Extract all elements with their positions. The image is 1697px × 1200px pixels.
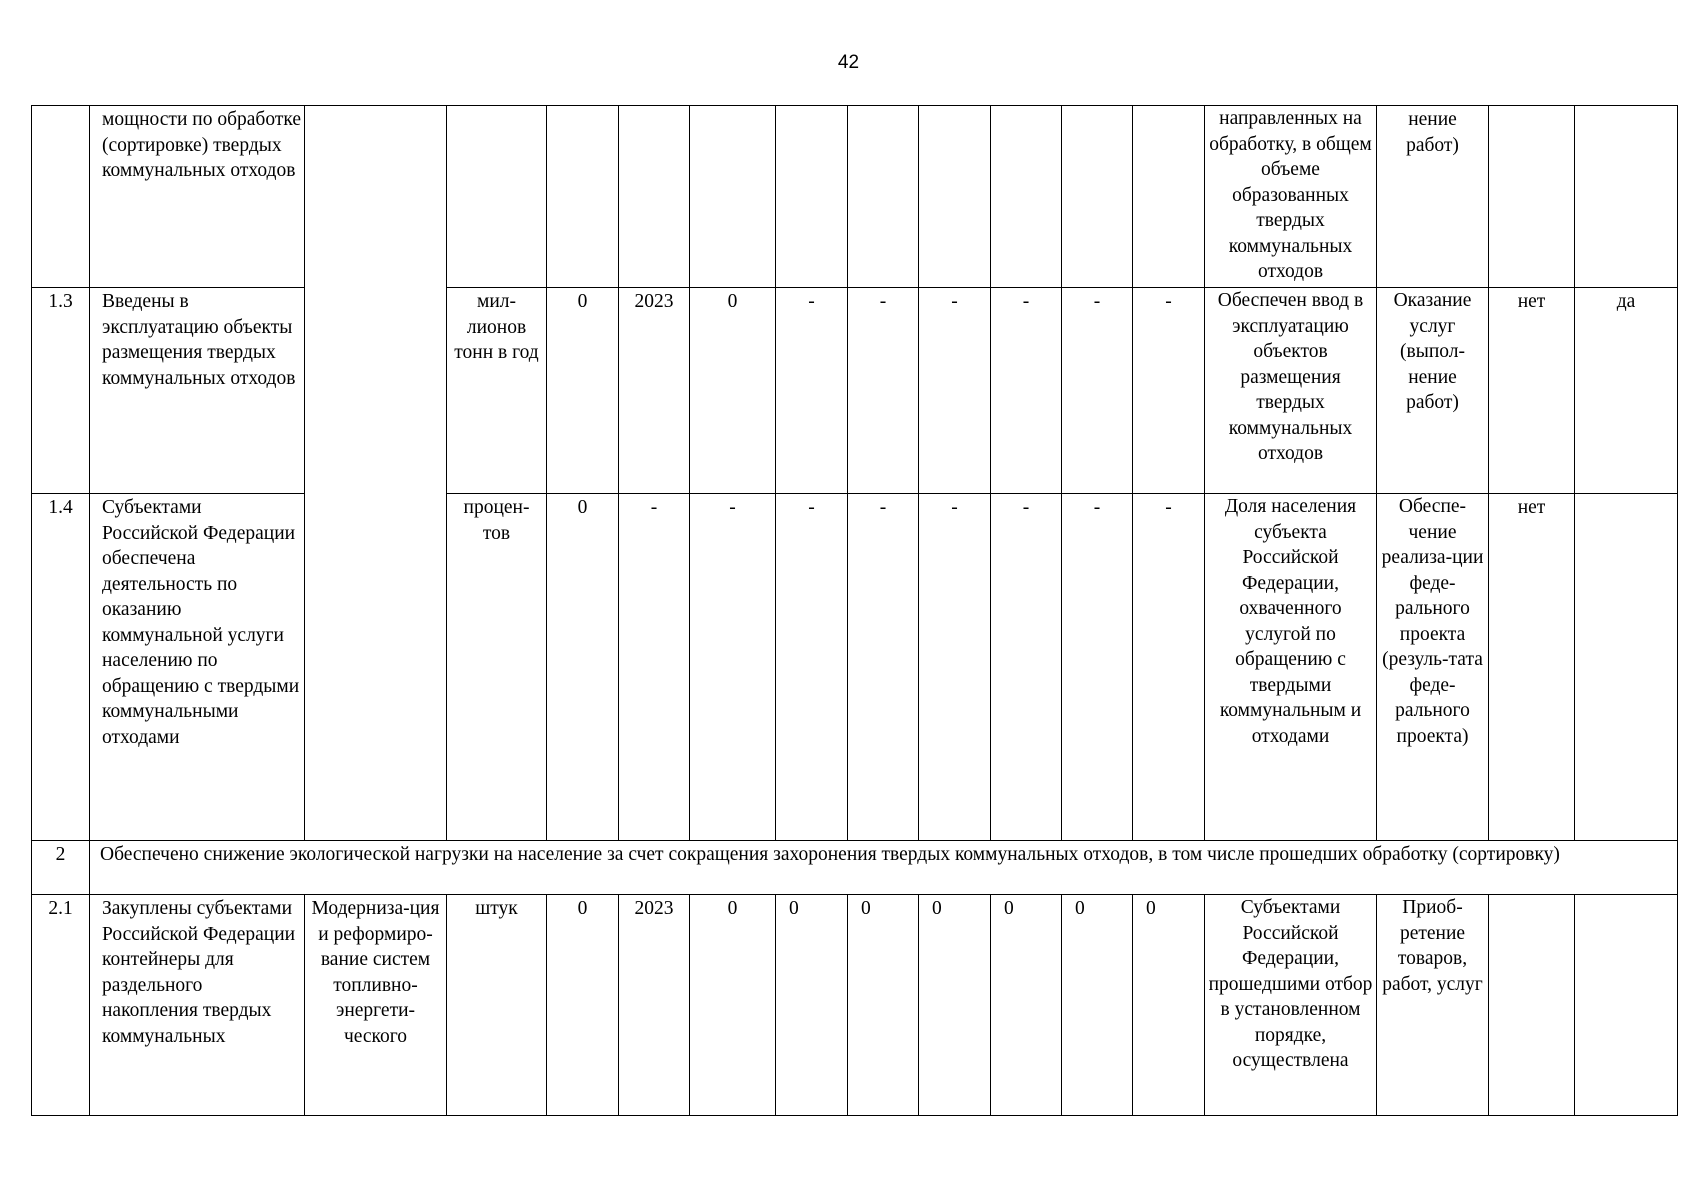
value-2026: - [919,494,991,841]
program-cell [305,106,447,841]
value-2025: - [848,494,919,841]
row-number: 1.3 [32,288,90,494]
base-value [547,106,619,288]
page-number: 42 [837,52,860,73]
unit: процен-тов [447,494,547,841]
value-2023: 0 [690,288,776,494]
value-2028: - [1062,494,1133,841]
program-name: Модерниза-ция и реформиро-вание систем топливно-энергети-ческого [305,895,447,1116]
value-2027: 0 [991,895,1062,1116]
value-2024 [776,106,848,288]
result-characteristic: Обеспечен ввод в эксплуатацию объектов размещения твердых коммунальных отходов [1205,288,1377,494]
flag-1 [1489,106,1575,288]
section-row [32,841,1678,895]
value-2024: 0 [776,895,848,1116]
base-year: 2023 [619,288,690,494]
value-2023: - [690,494,776,841]
flag-2 [1575,494,1678,841]
result-name: мощности по обработке (сортировке) твердых коммунальных отходов [90,106,305,288]
result-type: Оказание услуг (выпол-нение работ) [1377,288,1489,494]
results-table [31,105,1678,1116]
value-2029: - [1133,288,1205,494]
value-2025: - [848,288,919,494]
flag-2: да [1575,288,1678,494]
value-2029 [1133,106,1205,288]
section-title: Обеспечено снижение экологической нагрузки на население за счет сокращения захоронения твердых коммунальных отходов, в том числе прошедших обработку (сортировку) [90,841,1678,895]
base-value: 0 [547,288,619,494]
result-type: нение работ) [1377,106,1489,288]
unit: штук [447,895,547,1116]
result-type: Приоб-ретение товаров, работ, услуг [1377,895,1489,1116]
table-row [32,288,1678,494]
value-2027 [991,106,1062,288]
row-number [32,106,90,288]
result-characteristic: Доля населения субъекта Российской Федерации, охваченного услугой по обращению с твердыми коммунальным и отходами [1205,494,1377,841]
table-row [32,106,1678,288]
value-2026: 0 [919,895,991,1116]
base-value: 0 [547,494,619,841]
flag-2 [1575,895,1678,1116]
value-2029: - [1133,494,1205,841]
base-value: 0 [547,895,619,1116]
flag-2 [1575,106,1678,288]
table-row [32,494,1678,841]
value-2028: - [1062,288,1133,494]
value-2024: - [776,288,848,494]
value-2026 [919,106,991,288]
value-2029: 0 [1133,895,1205,1116]
flag-1: нет [1489,494,1575,841]
value-2026: - [919,288,991,494]
result-name: Введены в эксплуатацию объекты размещения твердых коммунальных отходов [90,288,305,494]
result-name: Субъектами Российской Федерации обеспечена деятельность по оказанию коммунальной услуги населению по обращению с твердыми коммунальными отходами [90,494,305,841]
value-2025 [848,106,919,288]
value-2024: - [776,494,848,841]
row-number: 2.1 [32,895,90,1116]
base-year [619,106,690,288]
value-2025: 0 [848,895,919,1116]
base-year: - [619,494,690,841]
flag-1: нет [1489,288,1575,494]
result-characteristic: направленных на обработку, в общем объеме образованных твердых коммунальных отходов [1205,106,1377,288]
value-2028: 0 [1062,895,1133,1116]
unit [447,106,547,288]
unit: мил-лионов тонн в год [447,288,547,494]
section-number: 2 [32,841,90,895]
value-2027: - [991,288,1062,494]
value-2028 [1062,106,1133,288]
result-name: Закуплены субъектами Российской Федерации контейнеры для раздельного накопления твердых коммунальных [90,895,305,1116]
row-number: 1.4 [32,494,90,841]
table-row [32,895,1678,1116]
value-2027: - [991,494,1062,841]
base-year: 2023 [619,895,690,1116]
flag-1 [1489,895,1575,1116]
result-characteristic: Субъектами Российской Федерации, прошедшими отбор в установленном порядке, осуществлена [1205,895,1377,1116]
value-2023 [690,106,776,288]
value-2023: 0 [690,895,776,1116]
result-type: Обеспе-чение реализа-ции феде-рального проекта (резуль-тата феде-рального проекта) [1377,494,1489,841]
